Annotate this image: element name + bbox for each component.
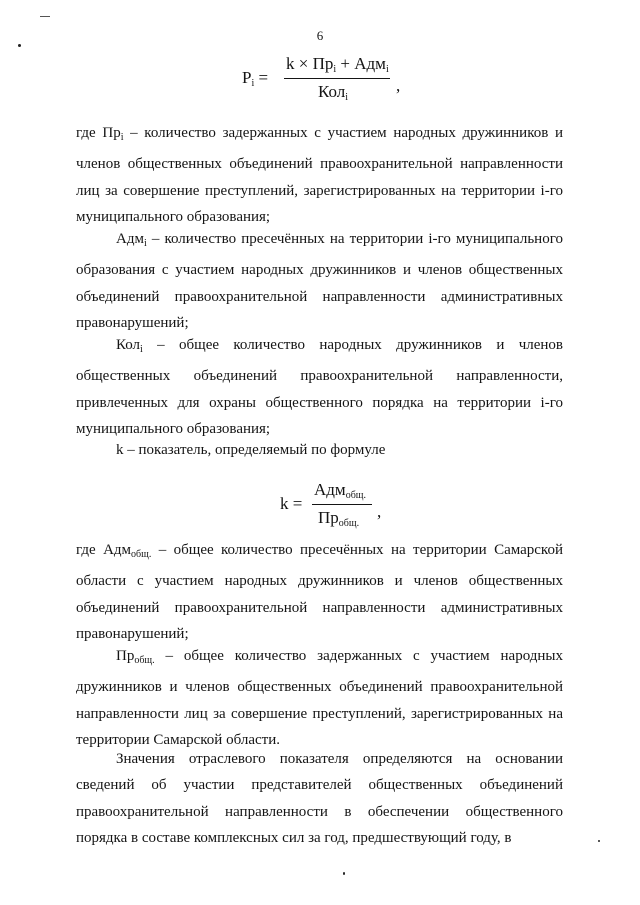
page-number: 6 — [316, 28, 324, 43]
fraction-bar — [284, 78, 390, 79]
formula-k — [280, 480, 420, 530]
paragraph-pr: где $Пр_i$ – количество задержанных с участием народных дружинников и членов общественных объединений правоохранительной направленности лиц за совершение преступлений, зарегистрированных на территории i-го муниципального образования; — [76, 125, 563, 226]
formula-k-denominator: $Пр_{общ.}$ — [318, 508, 360, 529]
paragraph-adm-total: где Адм$_{общ.}$ – общее количество пресечённых на территории Самарской области с участием народных дружинников и членов общественных объединений правоохранительной направленности административных правонарушений; — [76, 542, 563, 643]
formula-k-numerator: Адм$_{общ.}$ — [314, 480, 366, 501]
formula-denominator: Кол$_i$ — [318, 82, 349, 103]
paragraph-adm: Адм$_i$ – количество пресечённых на территории i-го муниципального образования с участием народных дружинников и членов общественных объединений правоохранительной направленности административных правонарушений; — [76, 231, 563, 332]
formula-k-lhs: k = — [280, 494, 303, 513]
fraction-bar-k — [312, 504, 372, 505]
paragraph-kol: Кол$_i$ – общее количество народных дружинников и членов общественных объединений правоохранительной направленности, привлеченных для охраны общественного порядка на территории i-го муниципального образования; — [76, 337, 563, 438]
paragraph-pr-total: $Пр_{общ.}$ – общее количество задержанных с участием народных дружинников и членов общественных объединений правоохранительной направленности лиц за совершение преступлений, зарегистрированных на территории Самарской области. — [76, 648, 563, 749]
scan-speck — [18, 44, 21, 47]
scan-speck — [343, 872, 345, 875]
formula-p — [242, 54, 422, 104]
scan-speck — [598, 840, 600, 842]
scan-mark — [40, 16, 50, 17]
formula-k-comma: , — [377, 502, 382, 521]
formula-lhs: $P_i$ = — [242, 68, 269, 89]
formula-comma: , — [396, 76, 401, 95]
formula-numerator: $k \times Пр_i + Адм_i$ — [286, 54, 389, 75]
paragraph-values: Значения отраслевого показателя определяются на основании сведений об участии представителей общественных объединений правоохранительной направленности в обеспечении общественного порядка в составе комплексных сил за год, предшествующий году, в — [76, 751, 563, 847]
paragraph-k-intro: k – показатель, определяемый по формуле — [116, 442, 386, 458]
